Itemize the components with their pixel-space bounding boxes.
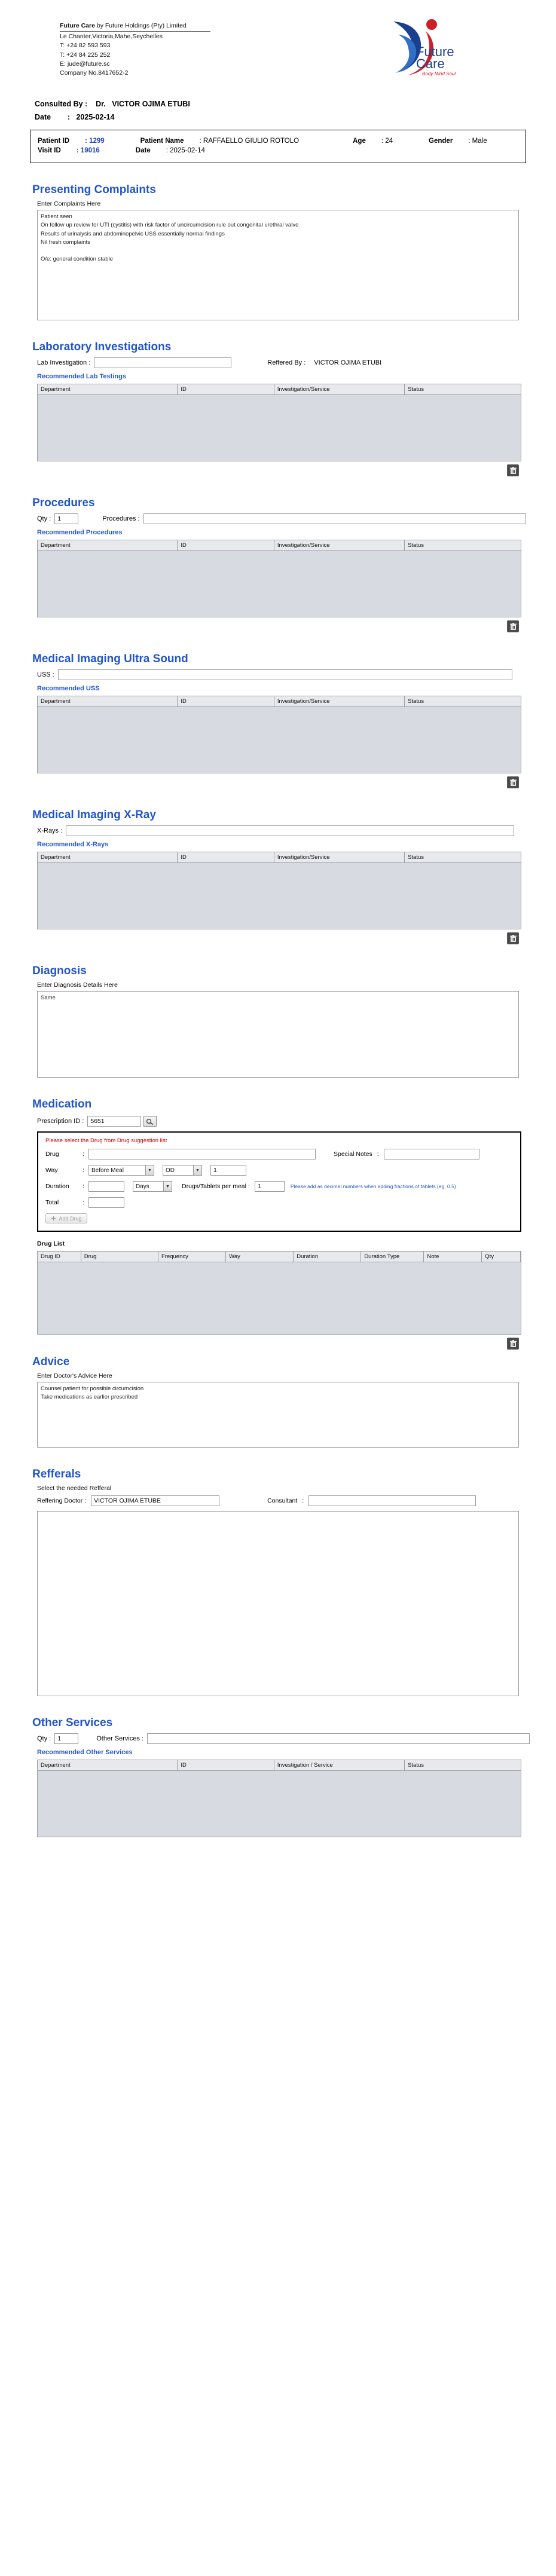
way-quantity-input[interactable] <box>210 1165 246 1176</box>
patient-age-label: Age <box>353 137 366 145</box>
prescription-id-row <box>37 1116 532 1127</box>
procedures-col-service: Investigation/Service <box>274 540 405 550</box>
lab-delete-row <box>24 464 532 476</box>
xray-col-status: Status <box>408 854 424 861</box>
patient-summary-box <box>30 130 526 163</box>
other-services-col-service: Investigation / Service <box>274 1760 405 1770</box>
section-title-xray: Medical Imaging X-Ray <box>32 809 156 821</box>
uss-label: USS : <box>37 671 54 678</box>
lab-col-status: Status <box>408 386 424 393</box>
trash-icon[interactable] <box>507 776 519 788</box>
total-input[interactable] <box>88 1197 124 1208</box>
patient-summary-row-2 <box>38 147 518 154</box>
svg-text:Care: Care <box>416 56 445 71</box>
consultant-label: Consultant <box>267 1497 298 1504</box>
company-registration-number: Company No.8417652-2 <box>60 69 129 77</box>
uss-col-id: ID <box>178 696 274 706</box>
procedures-col-department: Department <box>38 540 178 550</box>
consulted-by-doctor-name: VICTOR OJIMA ETUBI <box>112 100 190 108</box>
patient-summary-row-1 <box>38 137 518 145</box>
drug-col-frequency: Frequency <box>158 1252 226 1262</box>
advice-sub-label: Enter Doctor's Advice Here <box>37 1372 112 1379</box>
referring-doctor-row <box>37 1495 532 1506</box>
uss-col-status: Status <box>408 698 424 705</box>
procedures-delete-row <box>24 620 532 632</box>
duration-type-value: Days <box>136 1183 149 1190</box>
other-services-qty-input[interactable] <box>54 1733 78 1744</box>
visit-date-value: : 2025-02-14 <box>166 147 205 154</box>
frequency-select-value: OD <box>166 1167 175 1174</box>
total-colon: : <box>83 1199 84 1206</box>
diagnosis-sub-label: Enter Diagnosis Details Here <box>37 981 118 989</box>
drug-label: Drug <box>45 1151 59 1158</box>
uss-input-row <box>37 669 532 680</box>
uss-col-department: Department <box>38 696 178 706</box>
company-tel-1: T: +24 82 593 593 <box>60 42 111 50</box>
section-title-laboratory-investigations: Laboratory Investigations <box>32 341 172 353</box>
drug-col-way: Way <box>226 1252 294 1262</box>
procedures-qty-label: Qty : <box>37 515 51 522</box>
consultant-input[interactable] <box>308 1495 476 1506</box>
procedures-input[interactable] <box>143 513 526 524</box>
drugs-per-meal-label: Drugs/Tablets per meal : <box>182 1183 250 1190</box>
procedures-input-row <box>37 513 532 524</box>
company-logo <box>359 17 472 85</box>
drug-delete-row <box>24 1338 532 1350</box>
company-name-prefix: Future Care <box>60 22 95 29</box>
visit-date-label: Date <box>135 147 151 154</box>
trash-icon[interactable] <box>507 464 519 476</box>
procedures-col-status: Status <box>408 542 424 549</box>
consulted-by-label: Consulted By <box>35 100 83 108</box>
svg-text:Future: Future <box>416 44 454 59</box>
xray-input[interactable] <box>66 825 514 836</box>
lab-investigation-row <box>37 357 532 368</box>
patient-name-value: : RAFFAELLO GIULIO ROTOLO <box>199 137 300 145</box>
xray-col-id: ID <box>178 852 274 862</box>
consultation-date-value: 2025-02-14 <box>76 113 115 121</box>
drug-colon: : <box>83 1151 84 1158</box>
drug-grid-header <box>38 1252 521 1262</box>
plus-icon <box>51 1216 56 1221</box>
patient-id-value: : 1299 <box>85 137 105 145</box>
medication-entry-panel <box>37 1131 521 1232</box>
uss-grid-header <box>38 696 521 707</box>
medication-drug-row <box>45 1149 513 1159</box>
uss-grid[interactable] <box>37 696 521 773</box>
company-address: Le Chanter,Victoria,Mahe,Seychelles <box>60 33 163 41</box>
section-title-procedures: Procedures <box>32 497 95 509</box>
svg-text:Body Mind Soul: Body Mind Soul <box>422 71 456 77</box>
lab-grid-body <box>38 395 521 461</box>
xray-col-service: Investigation/Service <box>274 852 405 862</box>
lab-col-service: Investigation/Service <box>274 384 405 394</box>
other-services-col-department: Department <box>38 1760 178 1770</box>
total-label: Total <box>45 1199 59 1206</box>
visit-id-label: Visit ID <box>38 147 61 154</box>
procedures-grid-header <box>38 540 521 551</box>
lab-investigation-label: Lab Investigation : <box>37 359 91 366</box>
duration-type-select[interactable] <box>133 1181 172 1192</box>
recommended-xrays-label: Recommended X-Rays <box>37 841 109 848</box>
drug-col-note: Note <box>424 1252 482 1262</box>
duration-colon: : <box>83 1183 84 1190</box>
section-title-other-services: Other Services <box>32 1717 113 1729</box>
consultation-date-label: Date <box>35 113 51 121</box>
advice-textarea[interactable] <box>37 1382 519 1448</box>
prescription-lookup-icon[interactable] <box>143 1116 157 1127</box>
lab-referred-by-label: Reffered By : <box>267 359 306 366</box>
trash-icon[interactable] <box>507 1338 519 1350</box>
other-services-grid-body <box>38 1771 521 1837</box>
referral-notes-textarea[interactable] <box>37 1511 519 1696</box>
section-title-medication: Medication <box>32 1098 92 1110</box>
way-select-value: Before Meal <box>91 1167 124 1174</box>
lab-col-id: ID <box>178 384 274 394</box>
procedures-grid[interactable] <box>37 540 521 617</box>
duration-label: Duration <box>45 1183 69 1190</box>
consulted-by-colon: : <box>85 100 88 108</box>
medication-total-row <box>45 1197 513 1208</box>
referring-doctor-input[interactable] <box>91 1495 219 1506</box>
company-details <box>60 17 210 78</box>
medication-way-row <box>45 1165 513 1176</box>
drug-list-label: Drug List <box>37 1240 65 1247</box>
special-notes-label: Special Notes <box>334 1151 372 1158</box>
lab-grid-header <box>38 384 521 395</box>
recommended-procedures-label: Recommended Procedures <box>37 529 123 536</box>
procedures-label: Procedures : <box>102 515 140 522</box>
diagnosis-textarea[interactable] <box>37 991 519 1078</box>
other-services-col-status: Status <box>408 1762 424 1769</box>
consulted-by-doctor-title: Dr. <box>96 100 106 108</box>
visit-id-value: : 19016 <box>76 147 100 154</box>
lab-referred-by-value: VICTOR OJIMA ETUBI <box>314 359 382 366</box>
lab-col-department: Department <box>38 384 178 394</box>
patient-gender-value: : Male <box>468 137 487 145</box>
other-services-qty-label: Qty : <box>37 1735 51 1742</box>
section-title-presenting-complaints: Presenting Complaints <box>32 183 156 196</box>
drugs-per-meal-input[interactable] <box>255 1181 285 1192</box>
patient-id-label: Patient ID <box>38 137 70 145</box>
uss-input[interactable] <box>58 669 512 680</box>
consultation-date-colon: : <box>67 113 71 121</box>
company-email: E: jude@future.sc <box>60 60 110 68</box>
drug-col-qty: Qty <box>482 1252 521 1262</box>
drug-input[interactable] <box>88 1149 316 1159</box>
uss-col-service: Investigation/Service <box>274 696 405 706</box>
referrals-sub-label: Select the needed Refferal <box>37 1485 112 1492</box>
prescription-id-input[interactable] <box>87 1116 141 1127</box>
section-title-advice: Advice <box>32 1356 70 1368</box>
consultant-colon: : <box>302 1497 304 1504</box>
uss-delete-row <box>24 776 532 788</box>
section-title-diagnosis: Diagnosis <box>32 965 87 977</box>
patient-name-label: Patient Name <box>140 137 184 145</box>
company-name-suffix: Future Holdings (Pty) Limited <box>105 22 187 29</box>
xray-delete-row <box>24 932 532 944</box>
patient-gender-label: Gender <box>429 137 453 145</box>
way-label: Way <box>45 1167 58 1174</box>
recommended-lab-testings-label: Recommended Lab Testings <box>37 373 126 380</box>
other-services-input[interactable] <box>147 1733 530 1744</box>
other-services-grid[interactable] <box>37 1760 521 1837</box>
way-colon: : <box>83 1167 84 1174</box>
xray-grid-header <box>38 852 521 863</box>
company-name-mid: by <box>96 22 103 29</box>
duration-input[interactable] <box>88 1181 124 1192</box>
recommended-other-services-label: Recommended Other Services <box>37 1749 133 1756</box>
other-services-grid-header <box>38 1760 521 1771</box>
company-tel-2: T: +24 84 225 252 <box>60 51 111 59</box>
drug-col-duration: Duration <box>294 1252 361 1262</box>
patient-age-value: : 24 <box>381 137 393 145</box>
referring-doctor-label: Reffering Doctor : <box>37 1497 87 1504</box>
lab-investigation-input[interactable] <box>94 357 231 368</box>
consulted-by-row <box>24 91 532 109</box>
xray-col-department: Department <box>38 852 178 862</box>
other-services-input-row <box>37 1733 532 1744</box>
chevron-down-icon[interactable]: ▼ <box>163 1182 172 1191</box>
way-select[interactable] <box>88 1165 154 1176</box>
add-drug-button[interactable] <box>45 1213 87 1223</box>
section-title-ultrasound: Medical Imaging Ultra Sound <box>32 653 188 665</box>
special-notes-input[interactable] <box>384 1149 479 1159</box>
company-name-line <box>60 22 210 32</box>
xray-grid-body <box>38 863 521 929</box>
drug-grid-body <box>38 1262 521 1334</box>
special-notes-colon: : <box>377 1151 379 1158</box>
frequency-select[interactable] <box>163 1165 202 1176</box>
complaints-textarea[interactable] <box>37 210 519 320</box>
recommended-uss-label: Recommended USS <box>37 685 100 692</box>
procedures-qty-input[interactable] <box>54 513 78 524</box>
section-title-referrals: Refferals <box>32 1468 81 1480</box>
lab-results-grid[interactable] <box>37 384 521 461</box>
trash-icon[interactable] <box>507 932 519 944</box>
trash-icon[interactable] <box>507 620 519 632</box>
xray-grid[interactable] <box>37 852 521 929</box>
chevron-down-icon[interactable]: ▼ <box>145 1165 154 1175</box>
drug-col-drug: Drug <box>81 1252 158 1262</box>
drug-col-duration-type: Duration Type <box>361 1252 424 1262</box>
drug-col-id: Drug ID <box>38 1252 81 1262</box>
xray-label: X-Rays : <box>37 827 63 834</box>
prescription-id-label: Prescription ID : <box>37 1118 84 1125</box>
procedures-grid-body <box>38 551 521 617</box>
other-services-col-id: ID <box>178 1760 274 1770</box>
medication-warning-text: Please select the Drug from Drug suggestion list <box>45 1137 167 1144</box>
uss-grid-body <box>38 707 521 773</box>
other-services-label: Other Services : <box>96 1735 144 1742</box>
page-header <box>24 0 532 91</box>
add-drug-button-label: Add Drug <box>59 1215 82 1222</box>
medication-duration-row <box>45 1181 513 1192</box>
decimal-fraction-hint: Please add as decimal numbers when adding fractions of tablets (eg. 0.5) <box>290 1183 456 1189</box>
complaints-sub-label: Enter Complaints Here <box>37 200 101 207</box>
drug-list-grid[interactable] <box>37 1251 521 1335</box>
chevron-down-icon[interactable]: ▼ <box>193 1165 201 1175</box>
procedures-col-id: ID <box>178 540 274 550</box>
consultation-date-row <box>24 109 532 127</box>
xray-input-row <box>37 825 532 836</box>
